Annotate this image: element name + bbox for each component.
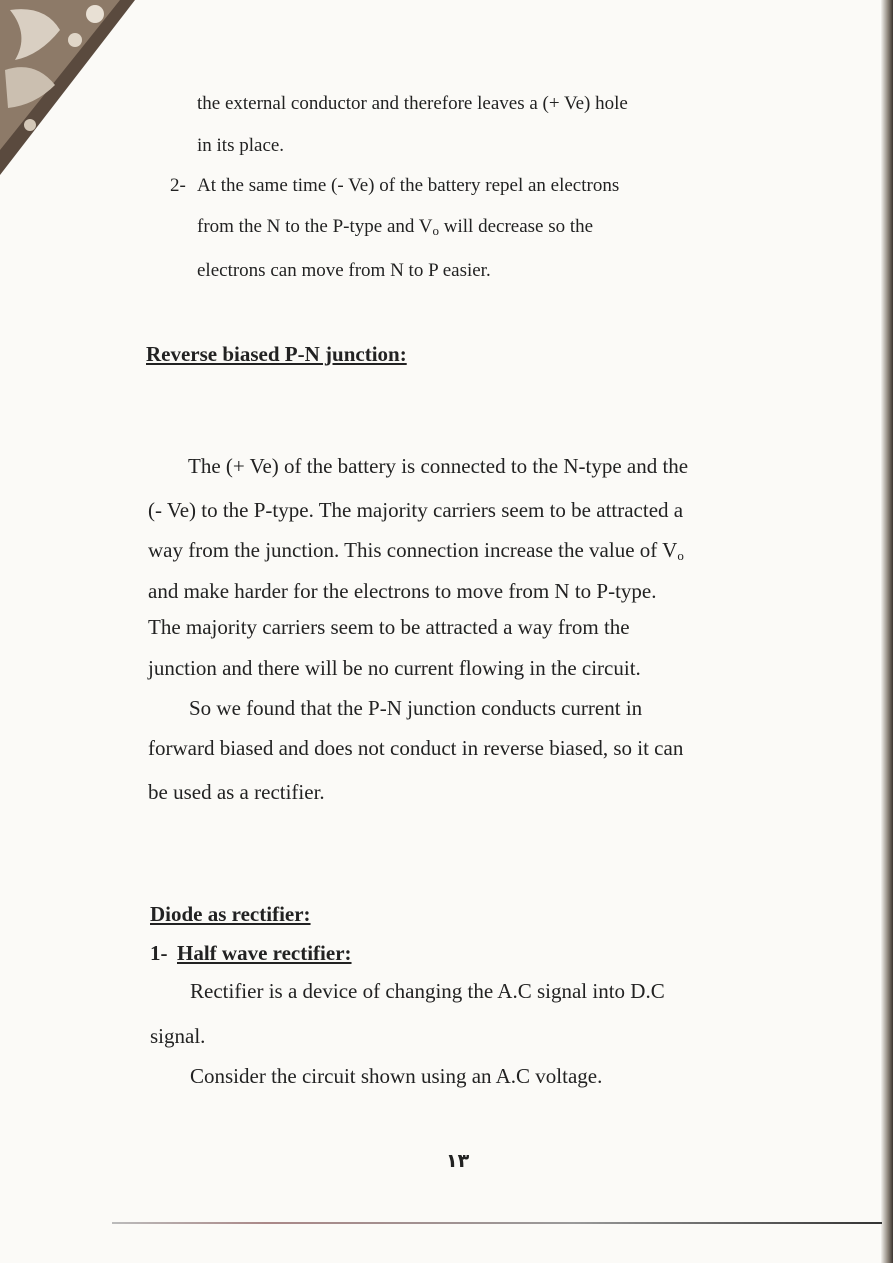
item2-line1: At the same time (- Ve) of the battery repel an electrons [197,175,620,196]
bottom-rule [112,1222,882,1224]
item2-line2 [197,217,593,237]
reverse-paragraph-line4: and make harder for the electrons to move from N to P-type. [148,579,657,603]
rectifier-line1: Rectifier is a device of changing the A.C signal into D.C [190,979,665,1003]
reverse-biased-heading: Reverse biased P-N junction: [146,342,407,366]
page-edge-shadow [881,0,893,1263]
v-naught-subscript: o [432,223,440,238]
conclusion-line1: So we found that the P-N junction conducts current in [189,696,643,720]
consider-line: Consider the circuit shown using an A.C voltage. [190,1064,603,1088]
page-number: ١٣ [446,1150,470,1172]
item2-line2-text-a: from the N to the P-type and V [197,216,433,237]
conclusion-line3: be used as a rectifier. [148,780,325,804]
corner-decoration [0,0,140,175]
rectifier-line2: signal. [150,1024,206,1048]
reverse-paragraph-line2: (- Ve) to the P-type. The majority carriers seem to be attracted a [148,498,684,522]
reverse-paragraph-line6: junction and there will be no current flowing in the circuit. [148,656,641,680]
half-wave-number: 1- [150,941,168,965]
item2-marker: 2- [170,175,186,196]
top-paragraph-line2: in its place. [197,135,285,156]
reverse-paragraph-line3 [148,540,684,562]
top-paragraph-line1: the external conductor and therefore leaves a (+ Ve) hole [197,93,628,114]
v-naught-subscript-2: o [677,548,684,563]
reverse-paragraph-line5: The majority carriers seem to be attracted a way from the [148,615,630,639]
item2-line2-text-b: will decrease so the [439,216,594,237]
item2-line3: electrons can move from N to P easier. [197,260,491,281]
conclusion-line2: forward biased and does not conduct in reverse biased, so it can [148,736,684,760]
half-wave-heading: Half wave rectifier: [177,941,352,965]
reverse-paragraph-line1: The (+ Ve) of the battery is connected to the N-type and the [188,454,689,478]
diode-rectifier-heading: Diode as rectifier: [150,902,311,926]
reverse-paragraph-line3-text: way from the junction. This connection increase the value of V [148,538,678,562]
